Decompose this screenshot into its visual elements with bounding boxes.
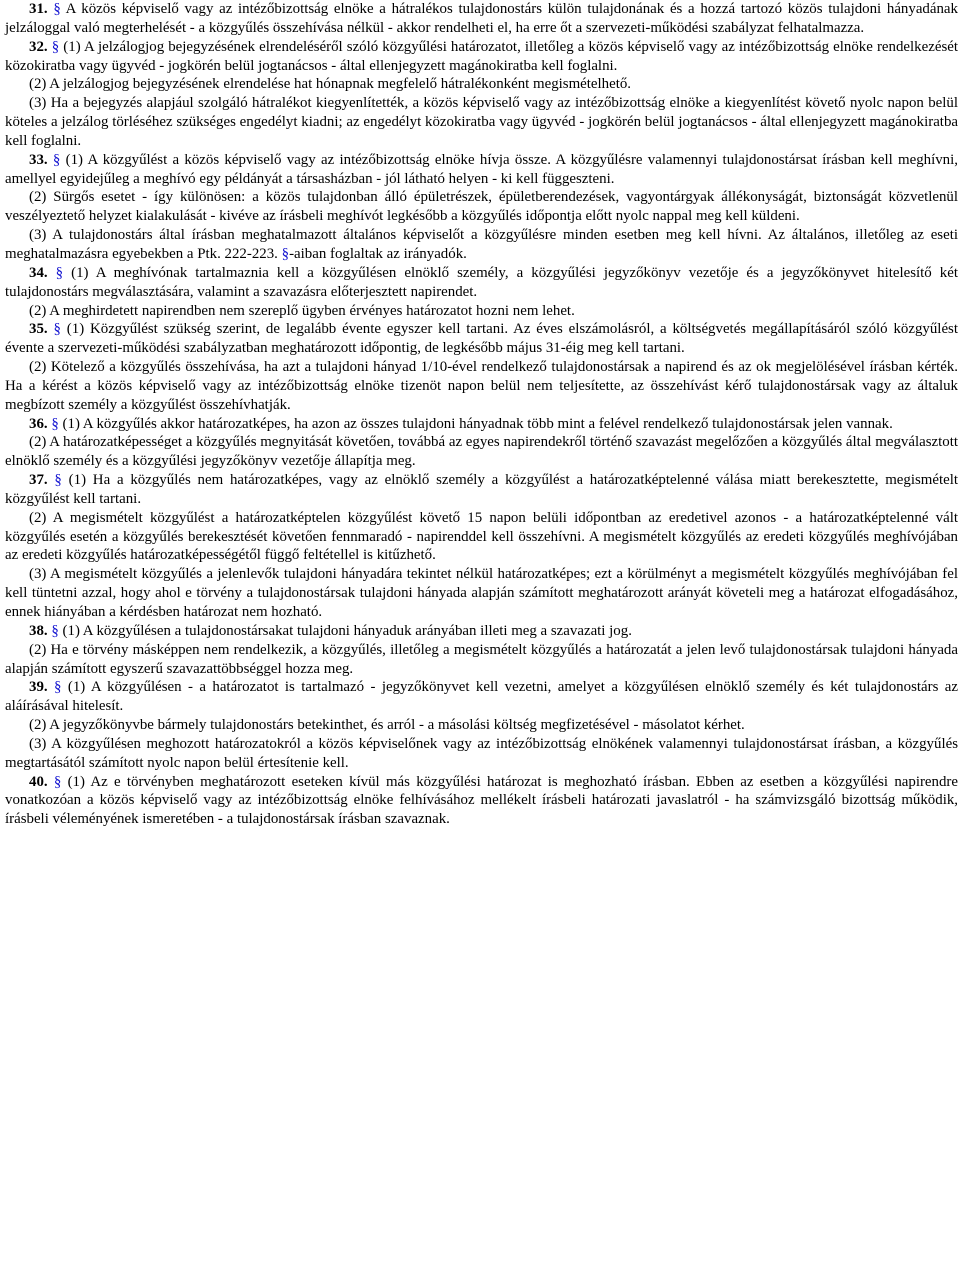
paragraph-text: (1) A jelzálogjog bejegyzésének elrendeléséről szóló közgyűlési határozatot, illetőleg a közös képviselő vagy az intézőbizottság elnöke rendelkezését közokiratba vagy ügyvéd - jogkörén belül jogtanácsos - által ellenjegyzett magánokiratba kell foglalni. bbox=[5, 38, 958, 74]
paragraph bbox=[5, 433, 958, 471]
section-number: 40. bbox=[29, 773, 48, 790]
section-sign-link[interactable]: § bbox=[53, 1, 61, 17]
section-number: 35. bbox=[29, 321, 48, 338]
section-sign-link[interactable]: § bbox=[55, 264, 64, 281]
paragraph-text: (3) A tulajdonostárs által írásban meghatalmazott általános képviselőt a közgyűlésre minden esetben meg kell hívni. Az általános, illetőleg az eseti meghatalmazásra egyebekben a Ptk. 222-223. bbox=[5, 227, 958, 262]
section-number: 31. bbox=[29, 1, 48, 17]
paragraph-text: (1) Közgyűlést szükség szerint, de legalább évente egyszer kell tartani. Az éves elszámolásról, a költségvetés megállapításáról szóló közgyűlést évente a szervezeti-működési szabályzatban meghatározott időpontig, de legkésőbb május 31-éig meg kell tartani. bbox=[5, 321, 958, 357]
paragraph-text: (2) A megismételt közgyűlést a határozatképtelen közgyűlést követő 15 napon belüli időpontban az eredetivel azonos - a határozatképtelenné vált közgyűlés esetén a közgyűlés berekesztését követően fennmaradó - napirenddel kell összehívni. A megismételt közgyűlés az eredeti közgyűlés meghívójában az eredeti közgyűlés határozatképességétől függő feltétellel is kitűzhető. bbox=[5, 509, 958, 564]
section-number: 37. bbox=[29, 472, 48, 489]
paragraph bbox=[5, 358, 958, 415]
paragraph-text: -aiban foglaltak az irányadók. bbox=[289, 245, 467, 262]
section-sign-link[interactable]: § bbox=[281, 245, 290, 262]
paragraph bbox=[5, 302, 958, 321]
paragraph bbox=[5, 320, 958, 358]
paragraph bbox=[5, 264, 958, 302]
paragraph bbox=[5, 75, 958, 94]
section-sign-link[interactable]: § bbox=[51, 415, 59, 432]
section-number: 32. bbox=[29, 38, 48, 55]
paragraph-text: (3) A megismételt közgyűlés a jelenlevők tulajdoni hányadára tekintet nélkül határozatképes; ezt a körülményt a megismételt közgyűlés meghívójában fel kell tüntetni azzal, hogy ahol e törvény a tulajdonostársak tulajdoni hányada alapján számított meghatározott arányát követeli meg a határozat elfogadásához, ennek hiányában a kérdésben határozat nem hozható. bbox=[5, 566, 958, 620]
paragraph-text: (1) Ha a közgyűlés nem határozatképes, vagy az elnöklő személy a közgyűlést a határozatképtelenné válása miatt berekesztette, megismételt közgyűlést kell tartani. bbox=[5, 472, 958, 507]
paragraph-text: (1) Az e törvényben meghatározott eseteken kívül más közgyűlési határozat is meghozható írásban. Ebben az esetben a közgyűlési napirendre vonatkozóan a közös képviselő vagy az intézőbizottság elnöke felhívásához mellékelt írásbeli határozati javaslatról - ha számvizsgáló bizottság működik, írásbeli véleményének ismeretében - a tulajdonostársak írásban szavaznak. bbox=[5, 773, 958, 828]
paragraph-text: (1) A közgyűlésen a tulajdonostársakat tulajdoni hányaduk arányában illeti meg a szavazati jog. bbox=[58, 622, 632, 639]
section-number: 39. bbox=[29, 679, 48, 696]
paragraph bbox=[5, 509, 958, 566]
section-sign-link[interactable]: § bbox=[53, 773, 62, 790]
paragraph-text: (2) Ha e törvény másképpen nem rendelkezik, a közgyűlés, illetőleg a megismételt közgyűlés a határozatát a jelen levő tulajdonostársak tulajdoni hányada alapján számított egyszerű szavazattöbbséggel hozza meg. bbox=[5, 641, 958, 677]
section-sign-link[interactable]: § bbox=[53, 321, 61, 338]
section-number: 34. bbox=[29, 264, 48, 281]
paragraph bbox=[5, 471, 958, 509]
paragraph bbox=[5, 622, 958, 641]
paragraph bbox=[5, 151, 958, 189]
section-number: 33. bbox=[29, 151, 48, 168]
paragraph bbox=[5, 415, 958, 434]
paragraph bbox=[5, 188, 958, 226]
paragraph-text: (1) A meghívónak tartalmaznia kell a közgyűlésen elnöklő személy, a közgyűlési jegyzőkönyv vezetője és a jegyzőkönyvet hitelesítő két tulajdonostárs megválasztására, valamint a szavazásra előterjesztett napirendet. bbox=[5, 264, 958, 300]
section-sign-link[interactable]: § bbox=[54, 472, 62, 489]
section-sign-link[interactable]: § bbox=[51, 38, 60, 55]
paragraph-text: (2) A jegyzőkönyvbe bármely tulajdonostárs betekinthet, és arról - a másolási költség megfizetésével - másolatot kérhet. bbox=[29, 717, 745, 734]
paragraph-text: (2) Sürgős esetet - így különösen: a közös tulajdonban álló épületrészek, épületberendezések, vagyontárgyak állékonyságát, biztonságát közvetlenül veszélyeztető helyzet kialakulását - kivéve az írásbeli meghívót legkésőbb a közgyűlés időpontja előtt nyolc nappal meg kell küldeni. bbox=[5, 189, 958, 225]
paragraph-text: A közös képviselő vagy az intézőbizottság elnöke a hátralékos tulajdonostárs külön tulajdonának és a hozzá tartozó közös tulajdoni hányadának jelzáloggal való megterhelését - a közgyűlés összehívása nélkül - akkor rendelheti el, ha erre őt a szervezeti-működési szabályzat felhatalmazza. bbox=[5, 1, 958, 36]
paragraph bbox=[5, 94, 958, 151]
section-number: 36. bbox=[29, 415, 48, 432]
paragraph bbox=[5, 565, 958, 622]
paragraph-text: (2) A határozatképességet a közgyűlés megnyitását követően, továbbá az egyes napirendekről történő szavazást megelőzően a közgyűlés által megválasztott elnöklő személy és a közgyűlési jegyzőkönyv vezetője állapítja meg. bbox=[5, 434, 958, 470]
section-sign-link[interactable]: § bbox=[51, 622, 59, 639]
paragraph-text: (1) A közgyűlést a közös képviselő vagy az intézőbizottság elnöke hívja össze. A közgyűlésre valamennyi tulajdonostársat írásban kell meghívni, amellyel egyidejűleg a meghívó egy példányát a társasházban - jól látható helyen - ki kell függeszteni. bbox=[5, 151, 958, 187]
paragraph bbox=[5, 641, 958, 679]
paragraph bbox=[5, 773, 958, 830]
paragraph bbox=[5, 716, 958, 735]
paragraph bbox=[5, 0, 958, 38]
paragraph-text: (3) Ha a bejegyzés alapjául szolgáló hátralékot kiegyenlítették, a közös képviselő vagy az intézőbizottság elnöke a kiegyenlítést követő nyolc napon belül köteles a jelzálog törléséhez szükséges engedélyt kiadni; az engedélyt közokiratba vagy ügyvéd - jogkörén belül jogtanácsos - által ellenjegyzett magánokiratba kell foglalni. bbox=[5, 95, 958, 149]
paragraph bbox=[5, 678, 958, 716]
paragraph-text: (2) Kötelező a közgyűlés összehívása, ha azt a tulajdoni hányad 1/10-ével rendelkező tulajdonostársak a napirend és az ok megjelölésével írásban kérték. Ha a kérést a közös képviselő vagy az intézőbizottság elnöke tizenöt napon belül nem teljesítette, az összehívást kérő tulajdonostársak vagy az általuk megbízott személy a közgyűlést összehívhatják. bbox=[5, 359, 958, 413]
paragraph-text: (3) A közgyűlésen meghozott határozatokról a közös képviselőnek vagy az intézőbizottság elnökének valamennyi tulajdonostársat írásban, a közgyűlés megtartásától számított nyolc napon belül értesítenie kell. bbox=[5, 735, 958, 771]
paragraph-text: (2) A jelzálogjog bejegyzésének elrendelése hat hónapnak megfelelő hátralékonként megismételhető. bbox=[29, 76, 632, 93]
paragraph-text: (2) A meghirdetett napirendben nem szereplő ügyben érvényes határozatot hozni nem lehet. bbox=[29, 302, 575, 319]
paragraph-text: (1) A közgyűlésen - a határozatot is tartalmazó - jegyzőkönyvet kell vezetni, amelyet a közgyűlésen elnöklő személy és két tulajdonostárs az aláírásával hitelesít. bbox=[5, 679, 958, 715]
section-sign-link[interactable]: § bbox=[52, 151, 61, 168]
paragraph bbox=[5, 226, 958, 264]
paragraph bbox=[5, 735, 958, 773]
paragraph-text: (1) A közgyűlés akkor határozatképes, ha azon az összes tulajdoni hányadnak több mint a felével rendelkező tulajdonostársak jelen vannak. bbox=[58, 415, 893, 432]
section-number: 38. bbox=[29, 622, 48, 639]
paragraph bbox=[5, 38, 958, 76]
section-sign-link[interactable]: § bbox=[54, 679, 62, 696]
